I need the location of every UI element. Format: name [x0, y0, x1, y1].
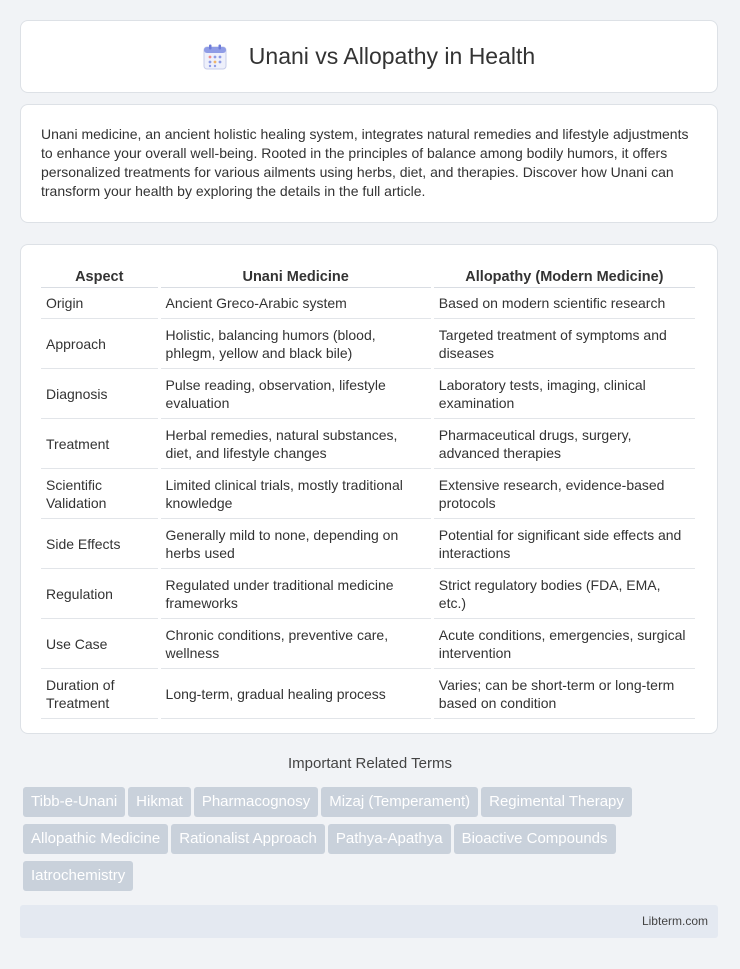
table-cell: Scientific Validation: [41, 469, 158, 519]
table-cell: Varies; can be short-term or long-term based on condition: [434, 669, 695, 719]
related-term-tag[interactable]: Pathya-Apathya: [328, 824, 451, 854]
table-cell: Side Effects: [41, 519, 158, 569]
related-term-tag[interactable]: Mizaj (Temperament): [321, 787, 478, 817]
table-cell: Potential for significant side effects and interactions: [434, 519, 695, 569]
column-header-unani: Unani Medicine: [161, 263, 431, 288]
table-cell: Regulation: [41, 569, 158, 619]
table-cell: Targeted treatment of symptoms and diseases: [434, 319, 695, 369]
related-terms-title: Important Related Terms: [288, 755, 452, 772]
comparison-table-card: [20, 244, 718, 734]
column-header-allopathy: Allopathy (Modern Medicine): [434, 263, 695, 288]
table-row: [41, 469, 695, 519]
table-cell: Limited clinical trials, mostly traditional knowledge: [161, 469, 431, 519]
table-cell: Chronic conditions, preventive care, wellness: [161, 619, 431, 669]
table-row: [41, 519, 695, 569]
comparison-table: [38, 263, 698, 719]
related-term-tag[interactable]: Bioactive Compounds: [454, 824, 616, 854]
table-cell: Regulated under traditional medicine frameworks: [161, 569, 431, 619]
table-cell: Acute conditions, emergencies, surgical intervention: [434, 619, 695, 669]
calendar-icon: [203, 44, 227, 70]
related-term-tag[interactable]: Allopathic Medicine: [23, 824, 168, 854]
table-cell: Herbal remedies, natural substances, diet, and lifestyle changes: [161, 419, 431, 469]
table-cell: Strict regulatory bodies (FDA, EMA, etc.): [434, 569, 695, 619]
related-term-tag[interactable]: Hikmat: [128, 787, 191, 817]
intro-card: [20, 104, 718, 223]
related-term-tag[interactable]: Iatrochemistry: [23, 861, 133, 891]
table-cell: Diagnosis: [41, 369, 158, 419]
table-cell: Long-term, gradual healing process: [161, 669, 431, 719]
footer-site-link[interactable]: Libterm.com: [641, 914, 708, 928]
table-cell: Pulse reading, observation, lifestyle evaluation: [161, 369, 431, 419]
page-title: Unani vs Allopathy in Health: [248, 43, 536, 69]
table-cell: Use Case: [41, 619, 158, 669]
table-cell: Approach: [41, 319, 158, 369]
table-row: [41, 319, 695, 369]
related-term-tag[interactable]: Tibb-e-Unani: [23, 787, 125, 817]
table-cell: Generally mild to none, depending on herbs used: [161, 519, 431, 569]
table-cell: Pharmaceutical drugs, surgery, advanced therapies: [434, 419, 695, 469]
table-cell: Origin: [41, 288, 158, 319]
title-card: [20, 20, 718, 93]
table-row: [41, 288, 695, 319]
column-header-aspect: Aspect: [41, 263, 158, 288]
table-cell: Laboratory tests, imaging, clinical examination: [434, 369, 695, 419]
table-cell: Based on modern scientific research: [434, 288, 695, 319]
table-cell: Treatment: [41, 419, 158, 469]
table-cell: Duration of Treatment: [41, 669, 158, 719]
intro-text: Unani medicine, an ancient holistic healing system, integrates natural remedies and lifestyle adjustments to enhance your overall well-being. Rooted in the principles of balance among bodily humors, it offers personalized treatments for various ailments using herbs, diet, and therapies. Discover how Unani can transform your health by exploring the details in the full article.: [41, 126, 689, 199]
related-terms-list: [23, 787, 723, 898]
related-term-tag[interactable]: Regimental Therapy: [481, 787, 632, 817]
table-row: [41, 419, 695, 469]
related-term-tag[interactable]: Pharmacognosy: [194, 787, 318, 817]
table-row: [41, 619, 695, 669]
related-term-tag[interactable]: Rationalist Approach: [171, 824, 325, 854]
table-cell: Extensive research, evidence-based protocols: [434, 469, 695, 519]
footer: [20, 905, 718, 938]
table-cell: Ancient Greco-Arabic system: [161, 288, 431, 319]
table-row: [41, 669, 695, 719]
table-cell: Holistic, balancing humors (blood, phlegm, yellow and black bile): [161, 319, 431, 369]
table-row: [41, 369, 695, 419]
table-row: [41, 569, 695, 619]
